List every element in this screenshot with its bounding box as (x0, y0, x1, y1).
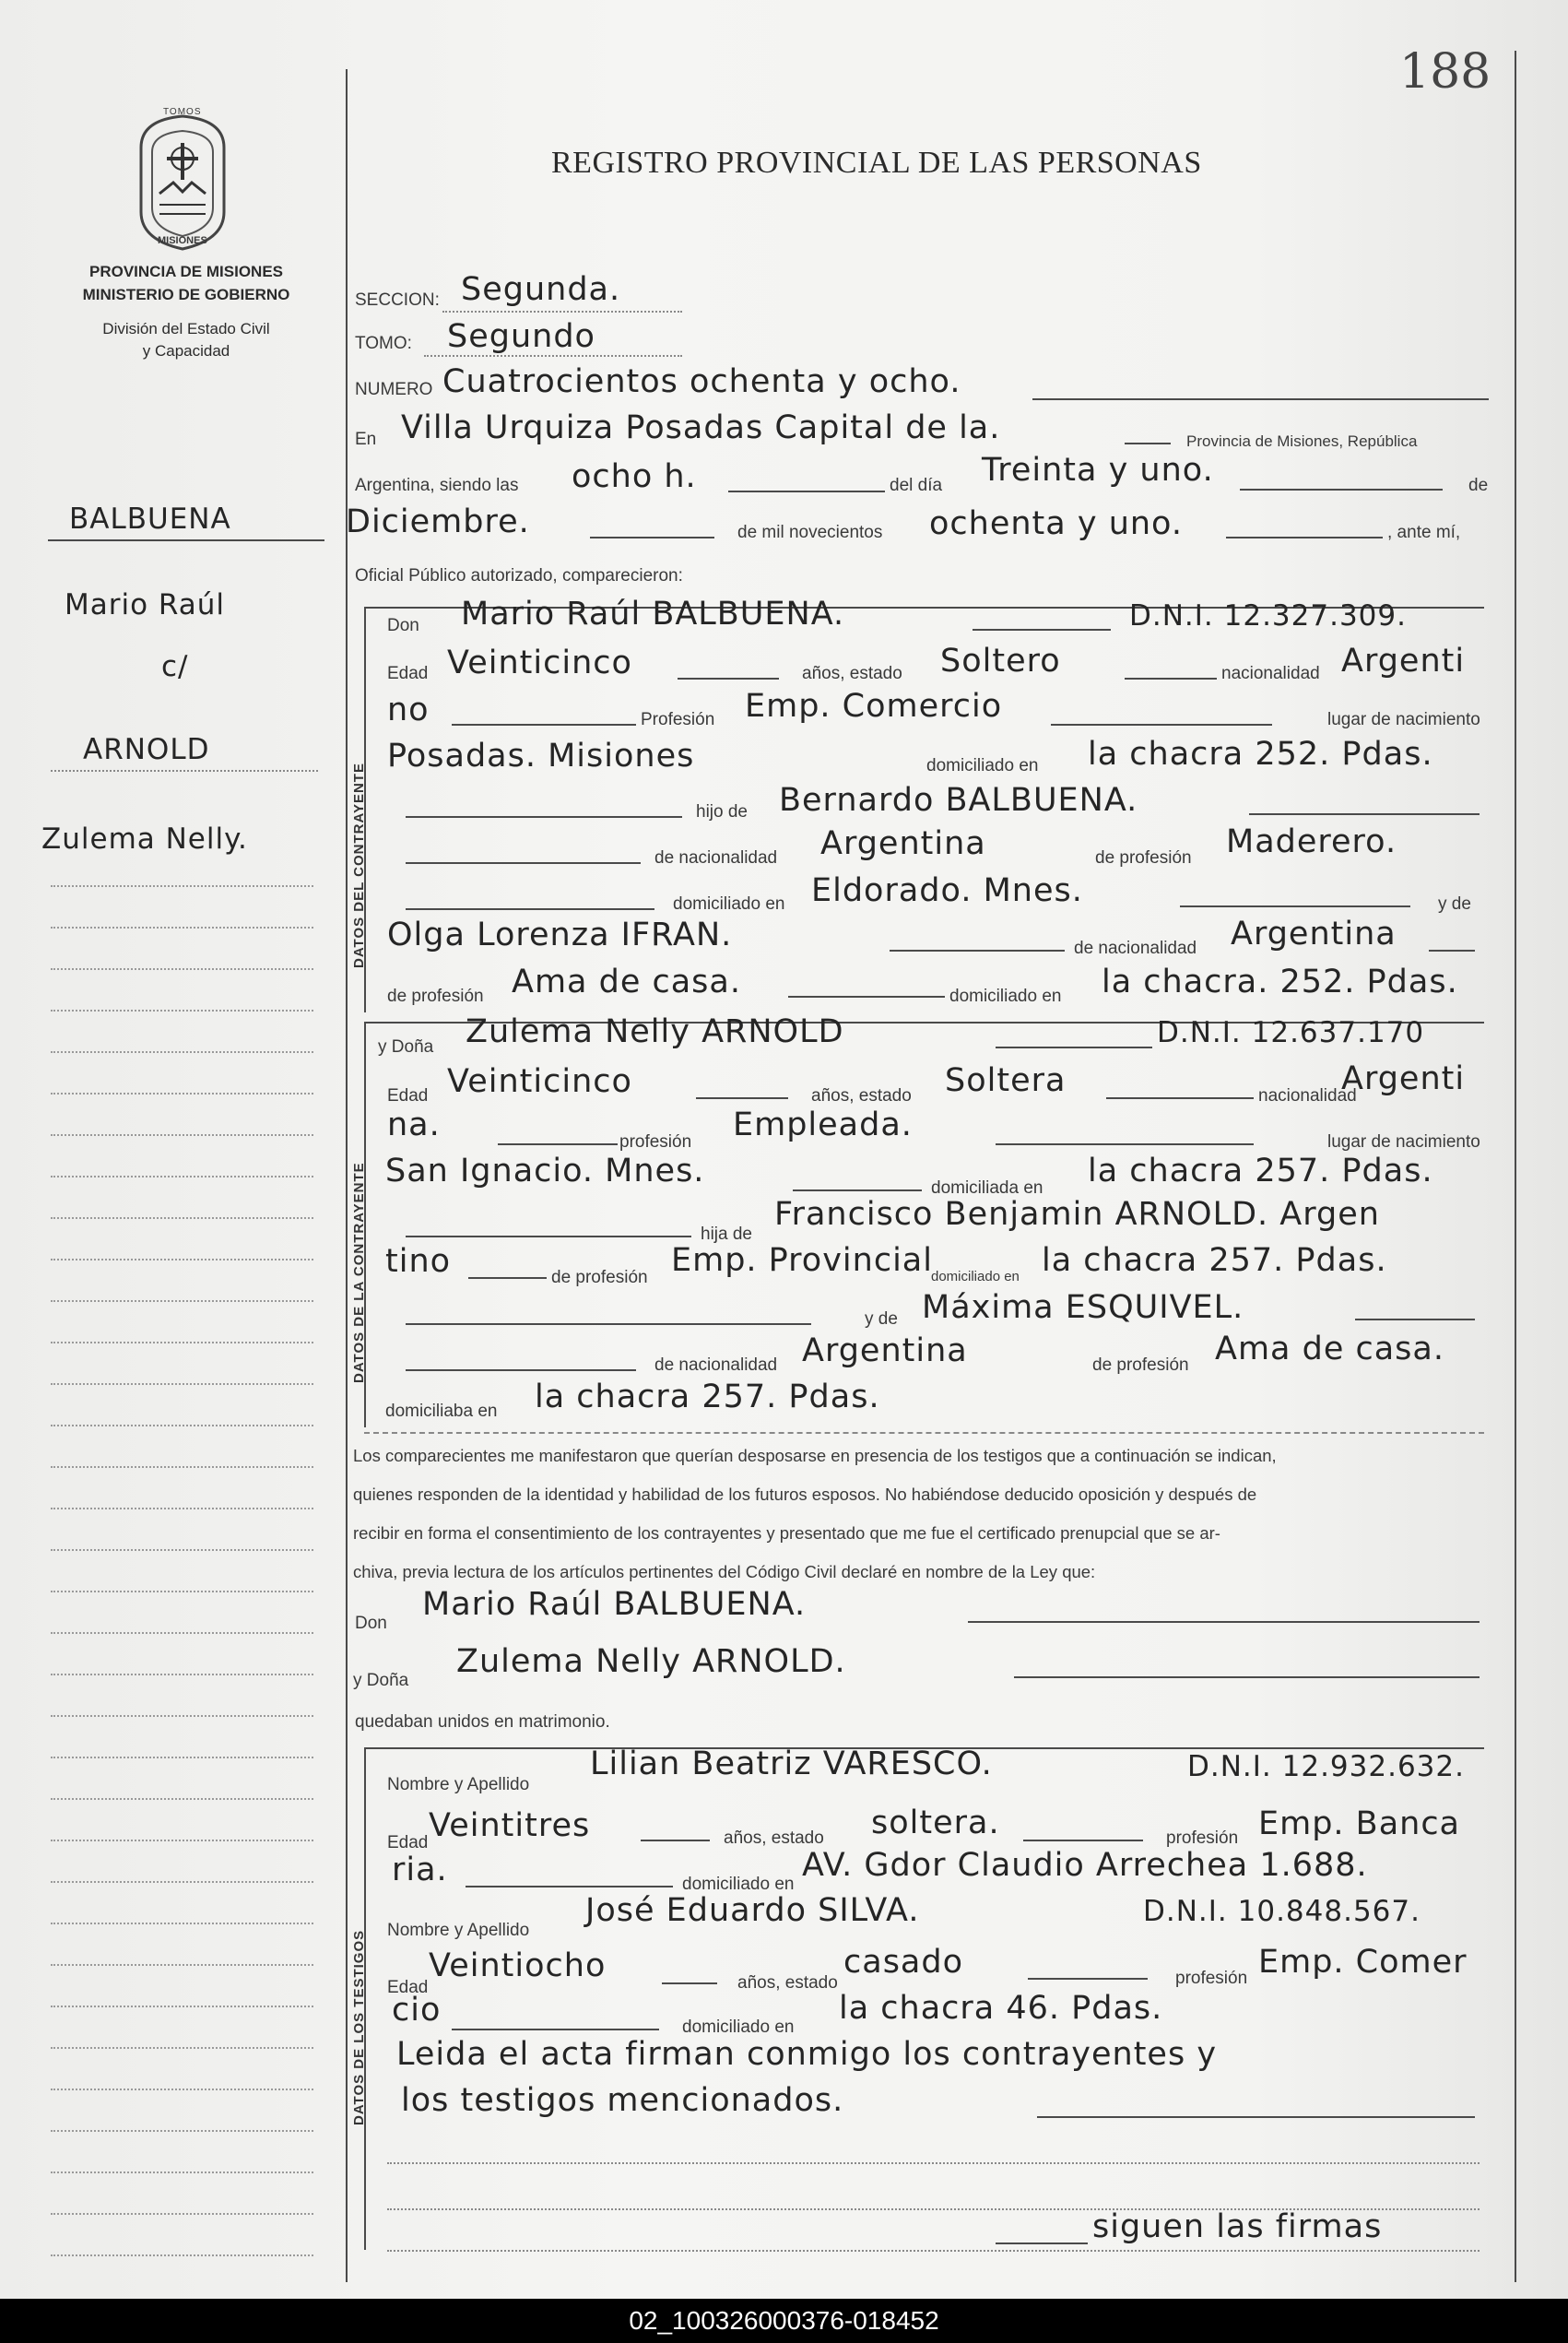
value-en: Villa Urquiza Posadas Capital de la. (401, 409, 1001, 446)
label-de-profesion: de profesión (1095, 848, 1192, 868)
line (1249, 813, 1480, 815)
header-division: División del Estado Civil (102, 320, 270, 337)
paragraph-line-2: quienes responden de la identidad y habilidad de los futuros esposos. No habiéndose deducido oposición y después de (353, 1485, 1257, 1504)
groom-nac: Argenti (1341, 643, 1466, 680)
witness1-estado: soltera. (871, 1805, 1000, 1841)
margin-line (51, 1259, 313, 1260)
line (678, 678, 779, 680)
section-label-witnesses: DATOS DE LOS TESTIGOS (351, 1929, 367, 2125)
paragraph-line-1: Los comparecientes me manifestaron que querían desposarse en presencia de los testigos que a continuación se indican, (353, 1446, 1277, 1465)
line (406, 1236, 691, 1237)
margin-line (51, 1964, 313, 1966)
label-oficial: Oficial Público autorizado, comparecieron: (355, 566, 683, 586)
line (996, 1047, 1152, 1048)
document-title: REGISTRO PROVINCIAL DE LAS PERSONAS (551, 146, 1202, 180)
margin-line (51, 1674, 313, 1675)
groom-edad: Veinticinco (447, 645, 632, 681)
witness2-dom: la chacra 46. Pdas. (839, 1990, 1163, 2027)
line (788, 996, 945, 998)
margin-line (51, 1425, 313, 1426)
value-numero: Cuatrocientos ochenta y ocho. (442, 363, 961, 400)
line (1226, 537, 1383, 538)
margin-line (51, 2254, 313, 2256)
margin-line (51, 1591, 313, 1592)
groom-father-prof: Maderero. (1226, 823, 1397, 860)
paragraph-line-4: chiva, previa lectura de los artículos pertinentes del Código Civil declaré en nombre de la Ley que: (353, 1562, 1096, 1581)
margin-line (51, 2213, 313, 2215)
label-de-nacionalidad: de nacionalidad (654, 848, 778, 868)
line (406, 908, 654, 910)
label-y-dona-decl: y Doña (353, 1671, 409, 1690)
line (1028, 1978, 1148, 1980)
label-domiciliado-m: domiciliado en (949, 987, 1062, 1006)
label-estado-w1: años, estado (724, 1828, 824, 1848)
margin-line (51, 1632, 313, 1634)
margin-line (51, 1798, 313, 1800)
line (466, 1886, 673, 1887)
line (1051, 724, 1272, 726)
groom-profesion: Emp. Comercio (745, 688, 1003, 725)
margin-groom-names: Mario Raúl (65, 588, 226, 621)
bride-father-prof: Emp. Provincial (671, 1242, 933, 1279)
line (662, 1982, 717, 1984)
margin-line (51, 1383, 313, 1385)
margin-line (51, 1010, 313, 1012)
groom-lugar: Posadas. Misiones (387, 738, 695, 775)
seal-top-text: TOMOS (163, 107, 202, 117)
label-y-de: y de (1438, 894, 1471, 914)
page-number: 188 (1399, 44, 1491, 100)
bride-lugar: San Ignacio. Mnes. (385, 1153, 705, 1189)
line (641, 1840, 710, 1841)
footer-bar (0, 2299, 1568, 2343)
groom-father-dom: Eldorado. Mnes. (811, 872, 1083, 909)
label-domiciliado-bf: domiciliado en (931, 1269, 1020, 1284)
label-nombre-w1: Nombre y Apellido (387, 1775, 530, 1794)
witness2-prof-2: cio (392, 1992, 442, 2029)
bride-mother-dom: la chacra 257. Pdas. (535, 1379, 880, 1415)
label-hija-de: hija de (701, 1225, 752, 1244)
label-profesion-w1: profesión (1166, 1828, 1239, 1848)
groom-domicilio: la chacra 252. Pdas. (1088, 736, 1433, 773)
line (406, 862, 641, 864)
line (498, 1143, 618, 1145)
label-profesion-w2: profesión (1175, 1969, 1248, 1988)
provincial-seal (132, 107, 233, 254)
label-edad-w1: Edad (387, 1833, 429, 1852)
margin-line (51, 1757, 313, 1758)
bride-father-dom: la chacra 257. Pdas. (1042, 1242, 1387, 1279)
label-edad-b: Edad (387, 1086, 429, 1106)
line (1032, 398, 1489, 400)
line (890, 950, 1065, 952)
margin-line (51, 1134, 313, 1136)
margin-line (51, 1466, 313, 1468)
header-province: PROVINCIA DE MISIONES (88, 263, 283, 280)
label-de-nacionalidad-bm: de nacionalidad (654, 1355, 778, 1375)
margin-line (51, 2006, 313, 2007)
groom-father-nac: Argentina (820, 825, 986, 862)
line (1355, 1319, 1475, 1320)
groom-name: Mario Raúl BALBUENA. (461, 596, 845, 633)
label-don: Don (387, 616, 419, 635)
margin-line (51, 968, 313, 970)
bride-nac: Argenti (1341, 1060, 1466, 1097)
line (452, 724, 636, 726)
closing-line-2: los testigos mencionados. (401, 2082, 844, 2119)
label-don-decl: Don (355, 1614, 387, 1633)
margin-line (51, 1217, 313, 1219)
margin-line (51, 1093, 313, 1095)
label-provincia: Provincia de Misiones, República (1186, 432, 1418, 450)
paragraph-line-3: recibir en forma el consentimiento de los contrayentes y presentado que me fue el certificado prenupcial que se ar- (353, 1523, 1220, 1543)
label-de-profesion-bm: de profesión (1092, 1355, 1189, 1375)
label-edad: Edad (387, 664, 429, 683)
label-domiciliado-w2: domiciliado en (682, 2018, 795, 2037)
witness2-dni: D.N.I. 10.848.567. (1143, 1895, 1421, 1928)
margin-line (51, 1715, 313, 1717)
label-domiciliaba: domiciliaba en (385, 1402, 498, 1421)
bride-father: Francisco Benjamin ARNOLD. Argen (774, 1196, 1380, 1233)
bride-mother-prof: Ama de casa. (1215, 1331, 1444, 1367)
label-lugar-nac: lugar de nacimiento (1327, 710, 1480, 729)
label-y-de-b: y de (865, 1309, 898, 1329)
margin-bride-surname: ARNOLD (83, 733, 210, 766)
margin-line (51, 1051, 313, 1053)
groom-mother-nac: Argentina (1231, 916, 1397, 953)
witness1-name: Lilian Beatriz VARESCO. (590, 1745, 993, 1782)
label-de-nacionalidad-m: de nacionalidad (1074, 939, 1197, 958)
margin-dots-a (51, 770, 318, 772)
footer-id: 02_100326000376-018452 (629, 2306, 939, 2335)
line (442, 311, 682, 313)
margin-line (51, 2089, 313, 2090)
line (728, 491, 885, 492)
label-edad-w2: Edad (387, 1978, 429, 1997)
seal-bottom-text: MISIONES (158, 235, 207, 246)
label-del-dia: del día (890, 476, 943, 495)
label-quedaban: quedaban unidos en matrimonio. (355, 1712, 610, 1732)
witness2-estado: casado (843, 1944, 964, 1981)
line (973, 629, 1111, 631)
bride-father-nac: tino (385, 1243, 452, 1280)
margin-line (51, 1176, 313, 1177)
margin-line (51, 1881, 313, 1883)
groom-mother-dom: la chacra. 252. Pdas. (1102, 964, 1458, 1000)
margin-conj: c/ (161, 650, 189, 683)
line (387, 2162, 1480, 2164)
label-nacionalidad: nacionalidad (1221, 664, 1320, 683)
line (406, 1369, 636, 1371)
siguen-las-firmas: siguen las firmas (1092, 2208, 1383, 2245)
value-mes: Diciembre. (346, 503, 530, 540)
label-seccion: SECCION: (355, 290, 440, 310)
bride-edad: Veinticinco (447, 1063, 632, 1100)
margin-line (51, 1840, 313, 1841)
line (793, 1189, 922, 1191)
margin-groom-surname: BALBUENA (69, 503, 231, 536)
witness2-prof: Emp. Comer (1258, 1944, 1468, 1981)
line (1429, 950, 1475, 952)
line (1014, 1676, 1480, 1678)
margin-line (51, 1549, 313, 1551)
bride-nac-2: na. (387, 1106, 441, 1143)
label-tomo: TOMO: (355, 334, 412, 353)
value-dia: Treinta y uno. (982, 452, 1214, 489)
witness1-edad: Veintitres (429, 1807, 591, 1844)
label-ante-mi: , ante mí, (1387, 523, 1461, 542)
witness1-dni: D.N.I. 12.932.632. (1187, 1750, 1465, 1783)
line (996, 2242, 1088, 2244)
line (406, 1323, 811, 1325)
bride-estado: Soltera (945, 1062, 1067, 1099)
label-anos-estado-b: años, estado (811, 1086, 912, 1106)
section-label-groom: DATOS DEL CONTRAYENTE (351, 763, 367, 968)
line (996, 1143, 1254, 1145)
value-tomo: Segundo (447, 318, 595, 355)
margin-line (51, 1342, 313, 1343)
line (968, 1621, 1480, 1623)
line (1240, 489, 1443, 491)
margin-line (51, 1508, 313, 1509)
line (387, 2250, 1480, 2252)
line (1037, 2116, 1475, 2118)
decl-groom: Mario Raúl BALBUENA. (422, 1586, 807, 1623)
line (1125, 443, 1171, 444)
line (696, 1097, 788, 1099)
label-de-profesion-bf: de profesión (551, 1268, 648, 1287)
label-hijo-de: hijo de (696, 802, 748, 822)
line (1023, 1840, 1143, 1841)
bride-name: Zulema Nelly ARNOLD (466, 1013, 844, 1050)
left-margin-line (346, 69, 348, 2282)
margin-line (51, 2047, 313, 2049)
label-domiciliado: domiciliado en (926, 756, 1039, 775)
header-capacidad: y Capacidad (142, 342, 230, 360)
label-estado-w2: años, estado (737, 1973, 838, 1993)
margin-bride-names: Zulema Nelly. (41, 822, 248, 856)
line (1180, 905, 1410, 907)
label-de: de (1468, 476, 1489, 495)
label-domiciliado-2: domiciliado en (673, 894, 785, 914)
label-nacionalidad-b: nacionalidad (1258, 1086, 1357, 1106)
header-ministry: MINISTERIO DE GOBIERNO (82, 286, 290, 303)
separator (364, 1432, 1484, 1434)
witness2-edad: Veintiocho (429, 1947, 607, 1984)
label-de-profesion-m: de profesión (387, 987, 484, 1006)
section-label-bride: DATOS DE LA CONTRAYENTE (351, 1162, 367, 1383)
value-ano: ochenta y uno. (929, 505, 1183, 542)
line (424, 355, 682, 357)
right-margin-line (1515, 51, 1516, 2282)
margin-line (51, 927, 313, 929)
label-de-mil: de mil novecientos (737, 523, 883, 542)
groom-mother: Olga Lorenza IFRAN. (387, 917, 733, 953)
line (468, 1277, 547, 1279)
label-argentina-siendo: Argentina, siendo las (355, 476, 519, 495)
value-hora: ocho h. (572, 458, 697, 495)
label-anos-estado: años, estado (802, 664, 902, 683)
margin-line (51, 1300, 313, 1302)
witness1-dom: AV. Gdor Claudio Arrechea 1.688. (802, 1847, 1368, 1884)
margin-line (51, 2130, 313, 2132)
witness2-name: José Eduardo SILVA. (585, 1892, 920, 1929)
groom-father: Bernardo BALBUENA. (779, 782, 1138, 819)
margin-underline-1 (48, 539, 324, 541)
closing-line-1: Leida el acta firman conmigo los contrayentes y (396, 2036, 1218, 2073)
groom-mother-prof: Ama de casa. (512, 964, 741, 1000)
bride-mother-nac: Argentina (802, 1332, 968, 1369)
label-domiciliado-w1: domiciliado en (682, 1875, 795, 1894)
bride-mother: Máxima ESQUIVEL. (922, 1289, 1244, 1326)
line (406, 816, 682, 818)
line (590, 537, 714, 538)
label-en: En (355, 430, 377, 449)
line (1125, 678, 1217, 680)
bride-dni: D.N.I. 12.637.170 (1157, 1016, 1425, 1049)
line (452, 2029, 659, 2030)
groom-estado: Soltero (940, 643, 1061, 680)
label-profesion-b: profesión (619, 1132, 692, 1152)
margin-line (51, 2171, 313, 2173)
label-nombre-w2: Nombre y Apellido (387, 1921, 530, 1940)
groom-nac-2: no (387, 692, 430, 728)
decl-bride: Zulema Nelly ARNOLD. (456, 1643, 846, 1680)
groom-dni: D.N.I. 12.327.309. (1129, 599, 1407, 633)
bride-domicilio: la chacra 257. Pdas. (1088, 1153, 1433, 1189)
witness1-prof: Emp. Banca (1258, 1805, 1461, 1842)
label-domiciliada: domiciliada en (931, 1178, 1043, 1198)
margin-line (51, 885, 313, 887)
label-y-dona: y Doña (378, 1037, 434, 1057)
label-lugar-nac-b: lugar de nacimiento (1327, 1132, 1480, 1152)
label-profesion: Profesión (641, 710, 715, 729)
value-seccion: Segunda. (461, 271, 621, 308)
label-numero: NUMERO (355, 380, 433, 399)
witness1-prof-2: ria. (392, 1852, 448, 1888)
margin-line (51, 1923, 313, 1924)
line (1106, 1097, 1254, 1099)
bride-profesion: Empleada. (733, 1106, 913, 1143)
